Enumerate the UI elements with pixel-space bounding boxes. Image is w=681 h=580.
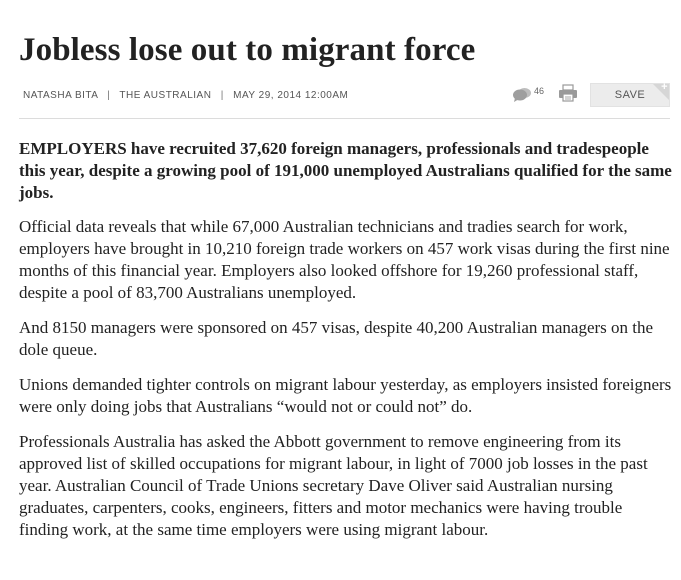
headline: Jobless lose out to migrant force (19, 32, 476, 68)
save-button[interactable] (590, 83, 670, 107)
printer-icon (558, 84, 578, 107)
speech-bubbles-icon (512, 87, 532, 103)
body-paragraph: Professionals Australia has asked the Abbott government to remove engineering from its approved list of skilled occupations for migrant labour, in light of 7000 job losses in the past year. Australian Council of Trade Unions secretary Dave Oliver said Australian nursing graduates, carpenters, cooks, engineers, fitters and motor mechanics were having trouble finding work, at the same time employers were using migrant labour. (19, 432, 648, 539)
comment-count: 46 (533, 86, 544, 96)
plus-icon: + (661, 81, 668, 93)
body-paragraph: Official data reveals that while 67,000 Australian technicians and tradies search for work, employers have brought in 10,210 foreign trade workers on 457 work visas during the first nine months of this financial year. Employers also looked offshore for 19,260 professional staff, despite a pool of 83,700 Australians unemployed. (19, 217, 670, 302)
byline (23, 90, 348, 101)
article-body (19, 138, 674, 554)
byline-separator: | (220, 90, 224, 101)
save-label: SAVE (614, 89, 646, 101)
lead-paragraph: EMPLOYERS have recruited 37,620 foreign managers, professionals and tradespeople this year, despite a growing pool of 191,000 unemployed Australians qualified for the same jobs. (19, 139, 672, 202)
body-paragraph: Unions demanded tighter controls on migrant labour yesterday, as employers insisted foreigners were only doing jobs that Australians “would not or could not” do. (19, 375, 672, 416)
body-paragraph: And 8150 managers were sponsored on 457 visas, despite 40,200 Australian managers on the dole queue. (19, 318, 654, 359)
author-name[interactable]: NATASHA BITA (23, 90, 98, 101)
header-divider (19, 118, 670, 119)
publish-date: MAY 29, 2014 12:00AM (233, 90, 349, 101)
article-tools (512, 82, 670, 108)
print-button[interactable] (558, 84, 578, 107)
byline-separator: | (107, 90, 111, 101)
comments-button[interactable] (512, 87, 544, 103)
publication-name: THE AUSTRALIAN (119, 90, 212, 101)
